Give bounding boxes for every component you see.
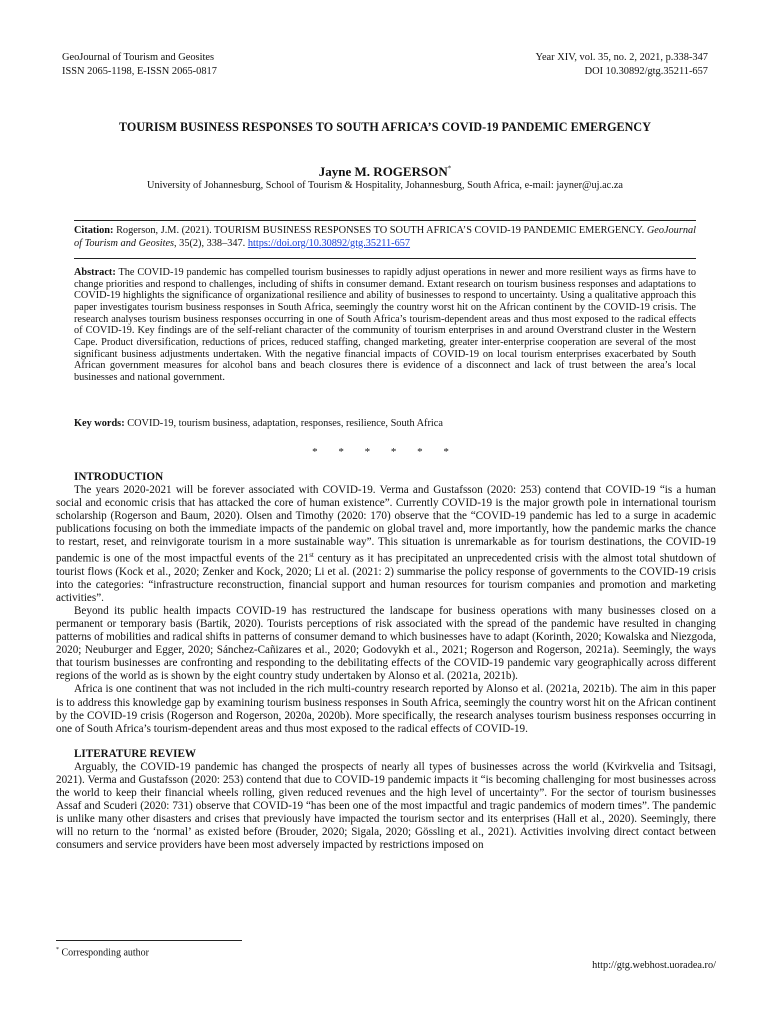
intro-p1-text: The years 2020-2021 will be forever associated with COVID-19. Verma and Gustafsson (2020: 253) contend that COVID-19 “is a human social and economic crisis that has attacked the core of human existence”. Currently COVID-19 is the major growth pole in international tourism scholarship (Rogerson and Baum, 2020). Olsen and Timothy (2020: 170) observe that the “COVID-19 pandemic has led to a surge in academic publications focusing on both the immediate impacts of the pandemic on global travel and, more importantly, how the pandemic marks the chance to restart, reset, and reinvigorate tourism in a more sustainable way”. This situation is unremarkable as for tourism destinations, the COVID-19 pandemic is one of the most impactful events of the 21 [56,484,716,565]
journal-header [62,51,217,78]
author-affiliation: University of Johannesburg, School of Tourism & Hospitality, Johannesburg, South Africa, e-mail: jayner@uj.ac.za [147,180,623,191]
abstract-text: The COVID-19 pandemic has compelled tourism businesses to rapidly adjust operations in newer and more resilient ways as firms have to change priorities and respond to challenges, including of shifts in consumer demand. Extant research on tourism business responses and adaptations to COVID-19 highlights the significance of organizational resilience and ability of businesses to respond to uncertainty. Using a qualitative approach this paper investigates tourism business responses in South Africa, seemingly the country worst hit on the African continent by the COVID-19 crisis. The research analyses tourism business responses occurring in one of South Africa’s tourism-dependent areas and thus most exposed to the radical effects of COVID-19. Key findings are of the self-reliant character of the community of tourism enterprises in and around Overstrand cluster in the Western Cape. Product diversification, reductions of prices, reduced staffing, changed marketing, greater inter-enterprise cooperation are several of the most significant business adjustments undertaken. With the negative financial impacts of COVID-19 on local tourism enterprises exacerbated by South African government measures for alcohol bans and beach closures there is evidence of a disconnect and lack of trust between the area’s local businesses and national government. [74,267,696,383]
divider-top [74,220,696,221]
journal-name: GeoJournal of Tourism and Geosites [62,52,215,63]
issue-volume: Year XIV, vol. 35, no. 2, 2021, p.338-347 [535,52,708,63]
citation-block [74,225,696,250]
keywords-block [74,418,696,430]
footnote-mark: * [56,947,59,953]
journal-website: http://gtg.webhost.uoradea.ro/ [592,960,716,971]
lit-paragraph-1: Arguably, the COVID-19 pandemic has changed the prospects of nearly all types of businesses across the world (Kvirkvelia and Tsitsagi, 2021). Verma and Gustafsson (2020: 253) contend that due to COVID-19 pandemic impacts it “is becoming challenging for most businesses across the world to keep their financial wheels rolling, given reduced revenues and the high level of uncertainty”. For the sector of tourism businesses Assaf and Scuderi (2020: 731) observe that COVID-19 “has been one of the most impactful and tragic pandemics of modern times”. The pandemic is unlike many other disasters and crises that previously have impacted the tourism sector and its enterprises (Hall et al., 2020). Seemingly, there will no return to the ‘normal’ as existed before (Brouder, 2020; Sigala, 2020; Gössling et al., 2021). Activities involving direct contact between consumers and service providers have been most adversely impacted by restrictions imposed on [56,760,716,851]
divider-bottom [74,258,696,259]
journal-issn: ISSN 2065-1198, E-ISSN 2065-0817 [62,65,217,77]
issue-header [535,51,708,78]
intro-heading: INTRODUCTION [74,471,164,483]
author-mark: * [447,164,452,173]
author-name: Jayne M. ROGERSON [318,164,448,179]
intro-paragraph-3: Africa is one continent that was not included in the rich multi-country research reported by Alonso et al. (2021a, 2021b). The aim in this paper is to address this knowledge gap by examining tourism business responses in South Africa, seemingly the country worst hit on the African continent by the COVID-19 crisis (Rogerson and Rogerson, 2020a, 2020b). More specifically, the research analyses tourism business responses occurring in one of South Africa’s tourism-dependent areas and thus most exposed to the radical effects of COVID-19. [56,683,716,735]
citation-journal: GeoJournal of Tourism and Geosites [74,225,696,249]
keywords-text: COVID-19, tourism business, adaptation, responses, resilience, South Africa [124,418,443,429]
section-separator: * * * * * * [312,446,458,458]
footnote-text: Corresponding author [61,947,149,959]
paper-title: TOURISM BUSINESS RESPONSES TO SOUTH AFRICA’S COVID-19 PANDEMIC EMERGENCY [118,120,651,134]
keywords-label: Key words: [74,418,125,429]
author-line [40,164,730,180]
lit-heading: LITERATURE REVIEW [74,747,197,760]
abstract-label: Abstract: [74,267,116,278]
intro-p1-sup: st [309,551,314,560]
citation-issue: , 35(2), 338–347. [174,237,248,249]
intro-paragraph-1 [56,484,716,605]
citation-doi-link[interactable]: https://doi.org/10.30892/gtg.35211-657 [247,237,411,249]
footnote-divider [56,940,242,941]
paper-body [56,471,716,852]
article-doi: DOI 10.30892/gtg.35211-657 [584,65,708,77]
citation-text: Rogerson, J.M. (2021). TOURISM BUSINESS RESPONSES TO SOUTH AFRICA’S COVID-19 PANDEMIC EMERGENCY. [113,225,647,236]
citation-label: Citation: [74,225,114,236]
abstract-block [74,267,696,384]
footnote [56,947,149,958]
intro-paragraph-2: Beyond its public health impacts COVID-19 has restructured the landscape for business operations with many businesses closed on a permanent or temporary basis (Bartik, 2020). Tourists perceptions of risk associated with the spread of the pandemic have resulted in changing patterns of mobilities and radical shifts in patterns of consumer demand to which businesses have to adapt (Korinth, 2020; Kowalska and Niezgoda, 2020; Neuburger and Egger, 2020; Sánchez-Cañizares et al., 2020; Godovykh et al., 2021; Rogerson and Rogerson, 2021a). Seemingly, the ways that tourism businesses are confronting and responding to the debilitating effects of the COVID-19 pandemic vary geographically across different regions of the world as is shown by the eight country study undertaken by Alonso et al. (2021a, 2021b). [56,605,716,683]
intro-p1-text-cont: century as it has precipitated an unprecedented crisis with the almost total shutdown of tourist flows (Kock et al., 2020; Zenker and Kock, 2020; Li et al. (2021: 2) summarise the policy response of governments to the COVID-19 crisis into the categories: “infrastructure reconstruction, financial support and human resources for tourism companies and promotion and marketing activities”. [56,553,716,605]
